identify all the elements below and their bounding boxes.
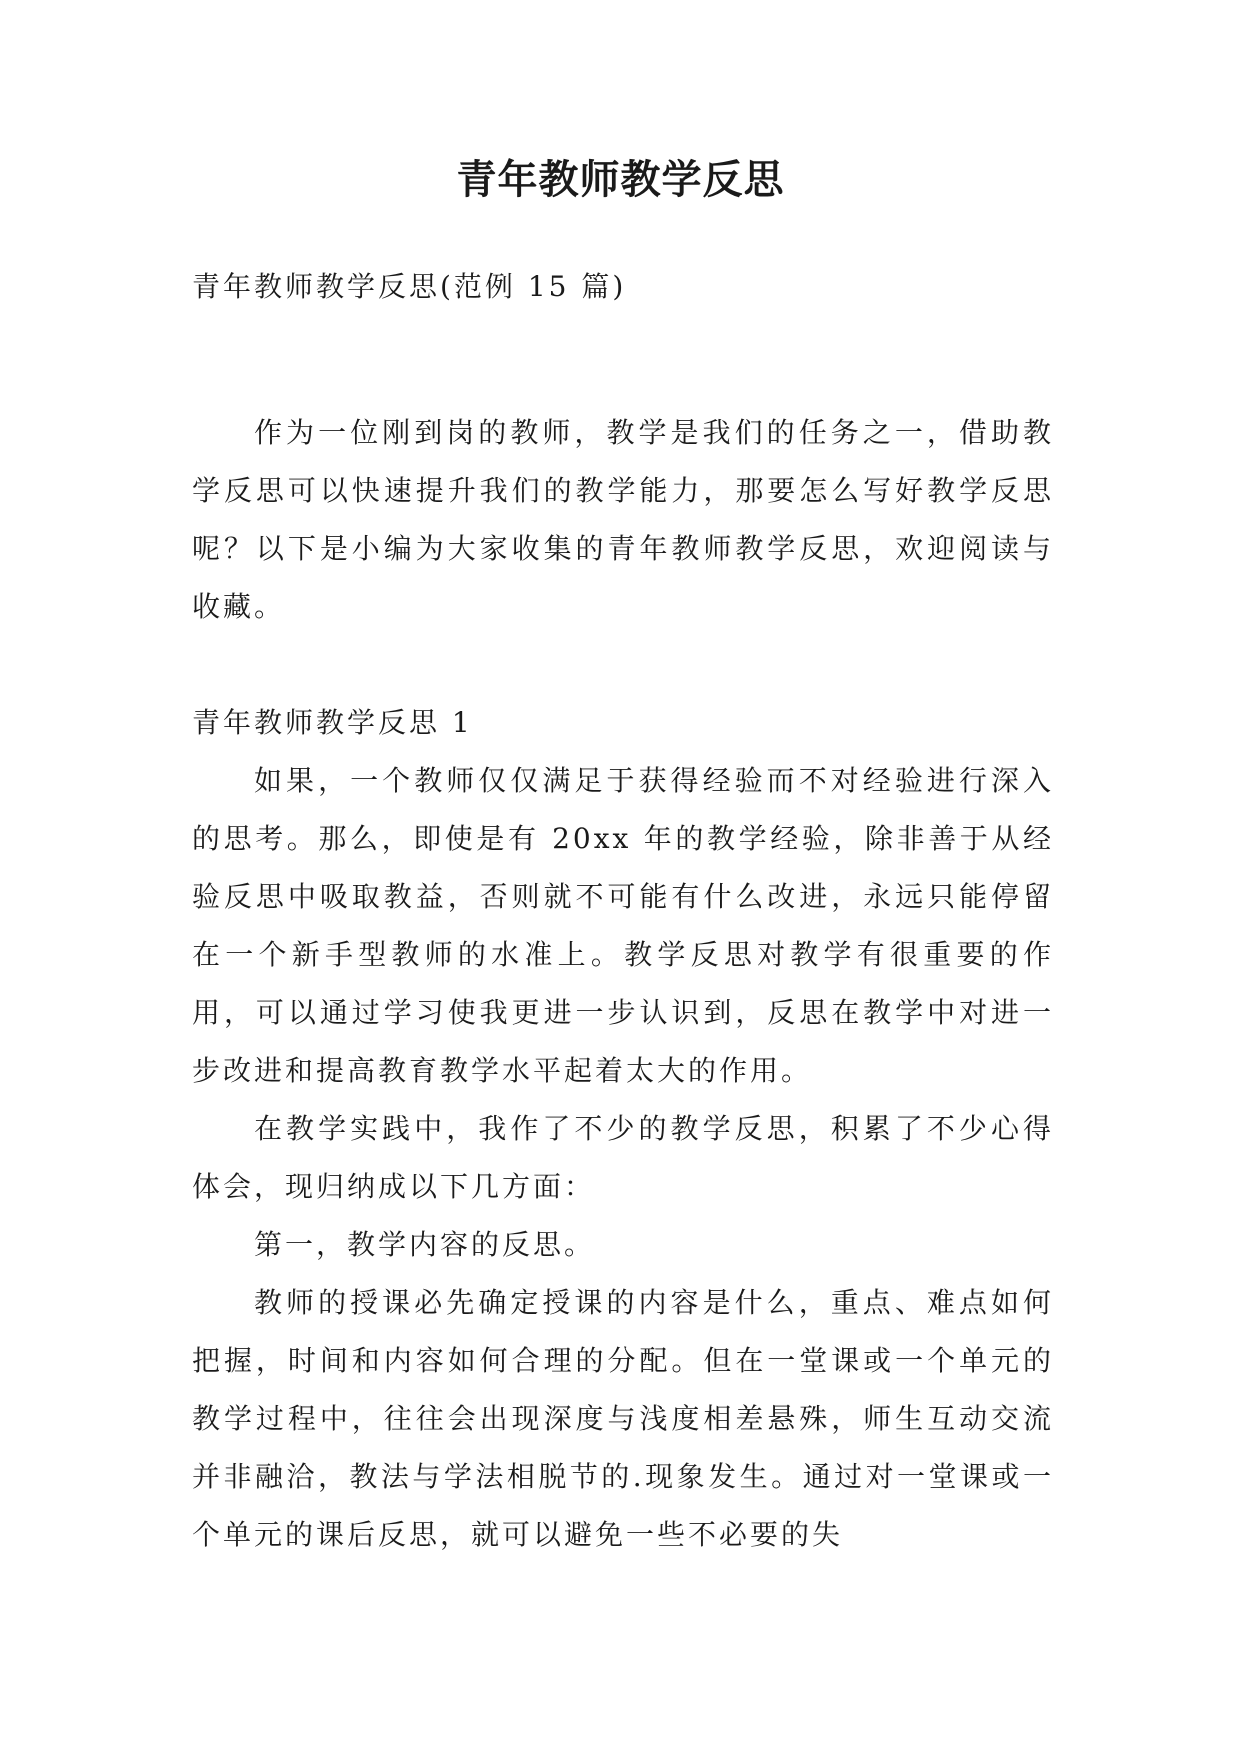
document-subtitle: 青年教师教学反思(范例 15 篇) bbox=[192, 270, 627, 303]
body-paragraph: 如果，一个教师仅仅满足于获得经验而不对经验进行深入的思考。那么，即使是有 20xx 年的教学经验，除非善于从经验反思中吸取教益，否则就不可能有什么改进，永远只能停留在一个新手型教师的水准上。教学反思对教学有很重要的作用，可以通过学习使我更进一步认识到，反思在教学中对进一步改进和提高教育教学水平起着太大的作用。 bbox=[192, 764, 1054, 1087]
section-heading: 青年教师教学反思 1 bbox=[192, 706, 473, 739]
document-title: 青年教师教学反思 bbox=[456, 156, 785, 203]
body-paragraph: 教师的授课必先确定授课的内容是什么，重点、难点如何把握，时间和内容如何合理的分配。但在一堂课或一个单元的教学过程中，往往会出现深度与浅度相差悬殊，师生互动交流并非融洽，教法与学法相脱节的.现象发生。通过对一堂课或一个单元的课后反思，就可以避免一些不必要的失 bbox=[192, 1286, 1054, 1551]
section-body bbox=[192, 752, 1054, 1564]
body-paragraph: 在教学实践中，我作了不少的教学反思，积累了不少心得体会，现归纳成以下几方面： bbox=[192, 1112, 1054, 1203]
intro-paragraph: 作为一位刚到岗的教师，教学是我们的任务之一，借助教学反思可以快速提升我们的教学能力，那要怎么写好教学反思呢？以下是小编为大家收集的青年教师教学反思，欢迎阅读与收藏。 bbox=[192, 416, 1054, 623]
body-paragraph: 第一，教学内容的反思。 bbox=[254, 1228, 596, 1261]
